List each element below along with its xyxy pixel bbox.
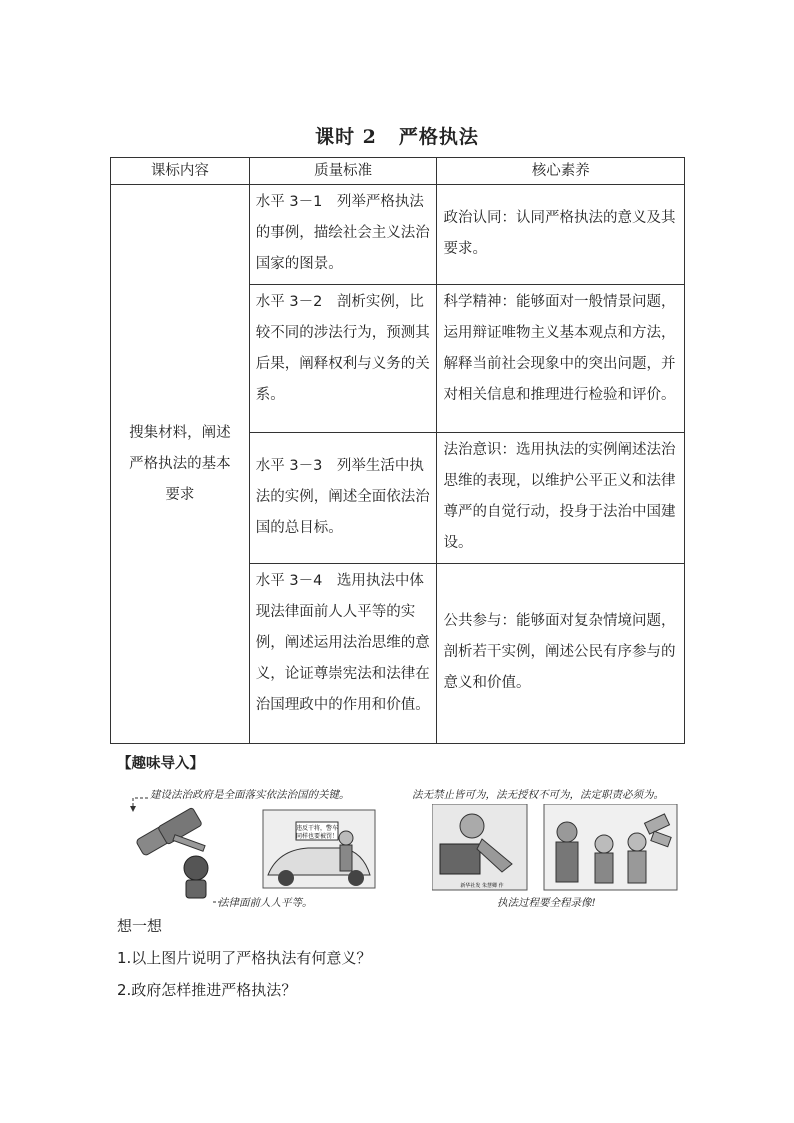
intro-heading: 【趣味导入】 [117, 756, 204, 772]
table-row [111, 185, 685, 285]
cartoon-gavel-car [118, 780, 378, 910]
literacy-cell: 法治意识：选用执法的实例阐述法治思维的表现，以维护公平正义和法律尊严的自觉行动，投身于法治中国建设。 [437, 433, 685, 564]
standards-table [110, 157, 685, 744]
caption-1: 建设法治政府是全面落实依法治国的关键。 [150, 789, 350, 801]
standard-cell: 水平 3－3 列举生活中执法的实例，阐述全面依法治国的总目标。 [249, 433, 437, 564]
header-curriculum: 课标内容 [111, 158, 250, 185]
caption-3: 法无禁止皆可为，法无授权不可为，法定职责必须为。 [412, 789, 664, 801]
lesson-name: 严格执法 [398, 126, 479, 148]
lesson-number: 课时 2 [315, 126, 377, 148]
standard-cell: 水平 3－2 剖析实例，比较不同的涉法行为，预测其后果，阐释权利与义务的关系。 [249, 285, 437, 433]
literacy-cell: 政治认同：认同严格执法的意义及其要求。 [437, 185, 685, 285]
caption-4: 执法过程要全程录像! [497, 897, 596, 909]
cartoon-credit: 新华社发 朱慧卿 作 [460, 883, 504, 889]
question-1: 1.以上图片说明了严格执法有何意义？ [117, 949, 372, 967]
think-title: 想一想 [117, 917, 163, 935]
page-title [0, 122, 794, 149]
literacy-cell: 公共参与：能够面对复杂情境问题，剖析若干实例，阐述公民有序参与的意义和价值。 [437, 564, 685, 744]
header-literacy: 核心素养 [437, 158, 685, 185]
sign-text-2: 同样也要被罚！ [295, 833, 339, 840]
table-header-row [111, 158, 685, 185]
header-quality: 质量标准 [249, 158, 437, 185]
literacy-cell: 科学精神：能够面对一般情景问题，运用辩证唯物主义基本观点和方法，解释当前社会现象中的突出问题，并对相关信息和推理进行检验和评价。 [437, 285, 685, 433]
curriculum-cell: 搜集材料，阐述严格执法的基本要求 [111, 185, 250, 744]
question-2: 2.政府怎样推进严格执法？ [117, 981, 297, 999]
standard-cell: 水平 3－4 选用执法中体现法律面前人人平等的实例，阐述运用法治思维的意义，论证尊崇宪法和法律在治国理政中的作用和价值。 [249, 564, 437, 744]
caption-2: 法律面前人人平等。 [218, 897, 313, 909]
cartoon-officers [432, 804, 682, 904]
standard-cell: 水平 3－1 列举严格执法的事例，描绘社会主义法治国家的图景。 [249, 185, 437, 285]
sign-text-1: 违反干将，警车 [295, 825, 339, 832]
